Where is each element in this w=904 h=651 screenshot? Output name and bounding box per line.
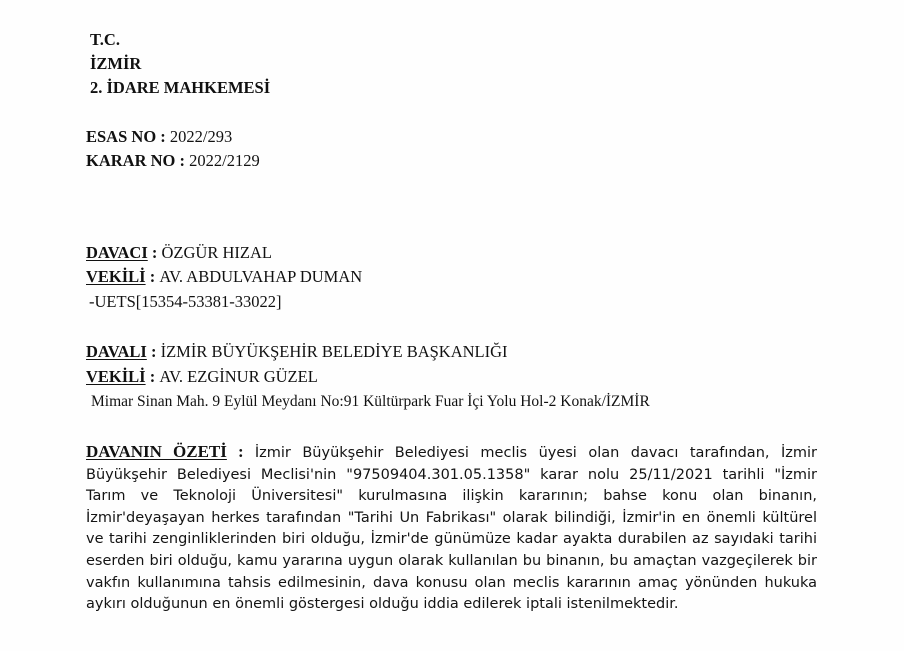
header-court-name: 2. İDARE MAHKEMESİ: [90, 78, 271, 97]
esas-no-label: ESAS NO :: [86, 127, 170, 146]
defendant-attorney-separator: :: [145, 367, 160, 386]
karar-no-value: 2022/2129: [189, 151, 260, 170]
defendant-address: Mimar Sinan Mah. 9 Eylül Meydanı No:91 Kültürpark Fuar İçi Yolu Hol-2 Konak/İZMİR: [91, 393, 650, 410]
defendant-attorney-line: [86, 367, 318, 387]
plaintiff-attorney-label: VEKİLİ: [86, 267, 146, 286]
header-city: İZMİR: [90, 54, 142, 73]
esas-no-line: [86, 127, 232, 147]
plaintiff-label: DAVACI: [86, 243, 148, 262]
defendant-separator: :: [146, 342, 161, 361]
summary-label: DAVANIN ÖZETİ: [86, 442, 227, 461]
defendant-line: [86, 342, 508, 362]
esas-no-value: 2022/293: [169, 127, 233, 146]
header-tc: T.C.: [90, 30, 120, 49]
summary-text: İzmir Büyükşehir Belediyesi meclis üyesi olan davacı tarafından, İzmir Büyükşehir Belediyesi Meclisi'nin "97509404.301.05.1358" karar nolu 25/11/2021 tarihli "İzmir Tarım ve Teknoloji Üniversitesi" kurulmasına ilişkin kararının; bahse konu olan binanın, İzmir'deyaşayan herkes tarafından "Tarihi Un Fabrikası" olarak bilindiği, İzmir'in en önemli kültürel ve tarihi zenginliklerinden biri olduğu, İzmir'de günümüze kadar ayakta durabilen az sayıdaki tarihi eserden biri olduğu, kamu yararına uygun olarak kullanılan bu binanın, bu amaçtan vazgeçilerek bir vakfın kullanımına tahsis edilmesinin, dava konusu olan meclis kararının amaç yönünden hukuka aykırı olduğunun en önemli göstergesi olduğu iddia edilerek iptali istenilmektedir.: [86, 445, 817, 613]
case-summary-paragraph: [86, 441, 817, 616]
plaintiff-separator: :: [147, 243, 162, 262]
defendant-name: İZMİR BÜYÜKŞEHİR BELEDİYE BAŞKANLIĞI: [160, 342, 508, 361]
plaintiff-line: [86, 243, 272, 263]
summary-separator: :: [226, 442, 255, 461]
defendant-label: DAVALI: [86, 342, 147, 361]
plaintiff-uets: -UETS[15354-53381-33022]: [89, 292, 282, 311]
karar-no-line: [86, 151, 260, 171]
defendant-attorney-label: VEKİLİ: [86, 367, 146, 386]
plaintiff-name: ÖZGÜR HIZAL: [161, 243, 272, 262]
karar-no-label: KARAR NO :: [86, 151, 190, 170]
plaintiff-attorney-separator: :: [145, 267, 160, 286]
defendant-attorney-name: AV. EZGİNUR GÜZEL: [159, 367, 318, 386]
plaintiff-attorney-line: [86, 267, 362, 287]
plaintiff-attorney-name: AV. ABDULVAHAP DUMAN: [159, 267, 363, 286]
